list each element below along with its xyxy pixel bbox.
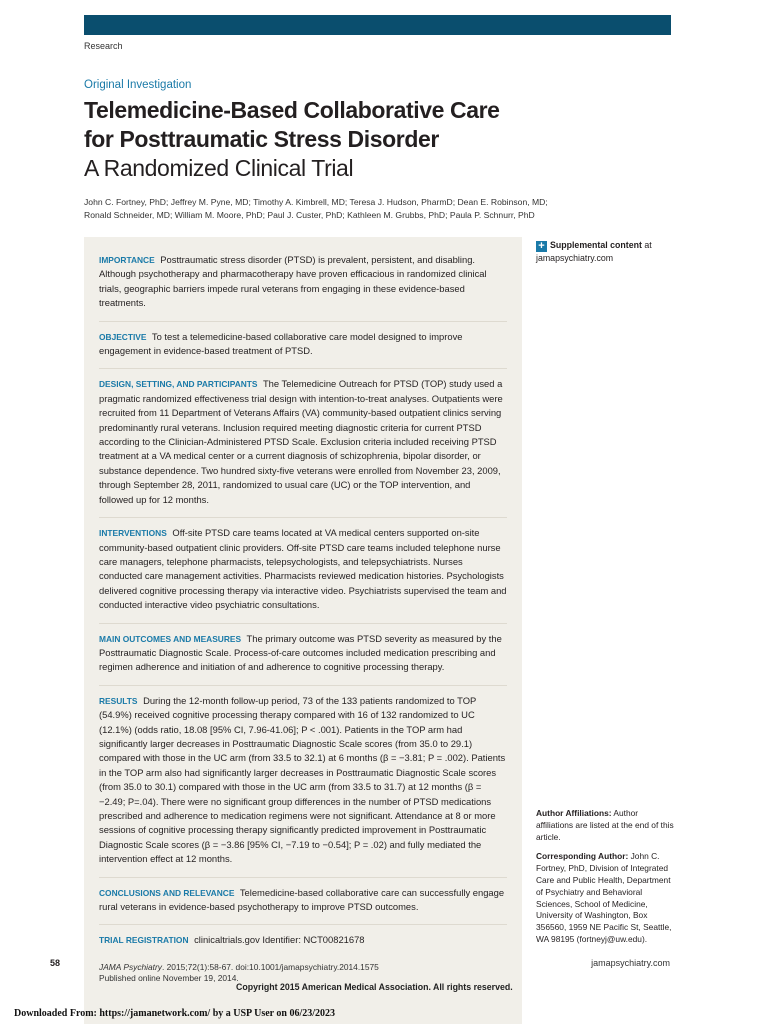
title-line-1: Telemedicine-Based Collaborative Care bbox=[84, 97, 500, 123]
abstract-objective bbox=[99, 330, 507, 370]
trial-text: clinicaltrials.gov Identifier: NCT00821678 bbox=[194, 934, 365, 946]
results-text: During the 12-month follow-up period, 73 of the 133 patients randomized to TOP (54.9%) received cognitive processing therapy compared with 16 of 132 randomized to UC (12.1%) (odds ratio, 18.08 [95% CI, 7.96-41.06]; P < .001). Patients in the TOP arm had significantly larger decreases in Posttraumatic Diagnostic Scale scores (from 35.0 to 29.1) compared with those in the UC arm (from 33.5 to 32.1) at 6 months (β = −3.81; P = .002). Patients in the TOP arm also had significantly larger decreases in Posttraumatic Diagnostic Scale scores (from 35.0 to 30.1) compared with those in the UC arm (from 33.5 to 31.7) at 12 months (β = −2.49; P=.04). There were no significant group differences in the number of PTSD medications prescribed and adherence to medication regimens were not significant. Attendance at 8 or more sessions of cognitive processing therapy significantly predicted improvement in Posttraumatic Diagnostic Scale scores (β = −3.86 [95% CI, −7.19 to −0.54]; P = .02) and fully mediated the intervention effect at 12 months. bbox=[99, 694, 506, 865]
design-heading: DESIGN, SETTING, AND PARTICIPANTS bbox=[99, 379, 258, 390]
objective-text: To test a telemedicine-based collaborative care model designed to improve engagement in evidence-based treatment of PTSD. bbox=[99, 330, 463, 357]
page-number: 58 bbox=[50, 958, 61, 968]
objective-heading: OBJECTIVE bbox=[99, 331, 147, 342]
interventions-text: Off-site PTSD care teams located at VA medical centers supported on-site community-based outpatient clinic providers. Off-site PTSD care teams included telephone nurse care managers, telephone pharmacists, telepsychologists, and telepsychiatrists. Nurses conducted care management activities. Pharmacists reviewed medication histories. Psychologists delivered cognitive processing therapy via interactive video. Psychiatrists supervised the team and conducted interactive video psychiatric consultations. bbox=[99, 527, 507, 611]
corresponding-text: John C. Fortney, PhD, Division of Integrated Care and Public Health, Department of Psychiatry and Behavioral Sciences, School of Medicine, University of Washington, Box 356560, 1959 NE Pacific St, Seattle, WA 98195 (fortneyj@uw.edu). bbox=[536, 851, 672, 944]
citation-journal: JAMA Psychiatry bbox=[99, 961, 162, 972]
abstract-outcomes bbox=[99, 632, 507, 686]
section-label: Research bbox=[84, 41, 123, 51]
side-notes bbox=[536, 808, 676, 954]
importance-text: Posttraumatic stress disorder (PTSD) is prevalent, persistent, and disabling. Although psychotherapy and pharmacotherapy have proven efficacious in randomized clinical trials, geographic barriers impede rural veterans from engaging in these evidence-based treatments. bbox=[99, 254, 487, 309]
affiliations-text: Author affiliations are listed at the end of this article. bbox=[536, 808, 674, 842]
supplemental-content-link[interactable] bbox=[536, 239, 676, 265]
footer-site: jamapsychiatry.com bbox=[591, 958, 670, 968]
article-title bbox=[84, 96, 500, 183]
conclusions-heading: CONCLUSIONS AND RELEVANCE bbox=[99, 887, 235, 898]
interventions-heading: INTERVENTIONS bbox=[99, 528, 167, 539]
results-heading: RESULTS bbox=[99, 695, 138, 706]
citation-details: . 2015;72(1):58-67. doi:10.1001/jamapsychiatry.2014.1575 bbox=[161, 961, 379, 972]
design-text: The Telemedicine Outreach for PTSD (TOP) study used a pragmatic randomized effectiveness trial design with intention-to-treat analyses. Outpatients were recruited from 11 Department of Veterans Affairs (VA) community-based outpatient clinics serving predominantly rural veterans. Inclusion required meeting diagnostic criteria for current PTSD according to the Clinician-Administered PTSD Scale. Exclusion criteria included receiving PTSD treatment at a VA medical center or a current diagnosis of schizophrenia, bipolar disorder, or substance dependence. Two hundred sixty-five veterans were enrolled from November 23, 2009, through September 28, 2011, randomized to usual care (UC) or the TOP intervention, and followed up for 12 months. bbox=[99, 378, 503, 505]
abstract-design bbox=[99, 377, 507, 518]
corresponding-author bbox=[536, 851, 676, 945]
published-online: Published online November 19, 2014. bbox=[99, 973, 239, 984]
plus-icon: + bbox=[536, 241, 547, 252]
author-list bbox=[84, 196, 684, 222]
abstract-conclusions bbox=[99, 886, 507, 926]
abstract-importance bbox=[99, 253, 507, 322]
trial-heading: TRIAL REGISTRATION bbox=[99, 935, 189, 946]
supplemental-label: Supplemental content bbox=[550, 240, 642, 250]
corresponding-label: Corresponding Author: bbox=[536, 851, 629, 862]
download-notice: Downloaded From: https://jamanetwork.com/ by a USP User on 06/23/2023 bbox=[14, 1008, 336, 1019]
conclusions-text: Telemedicine-based collaborative care can successfully engage rural veterans in evidence-based psychotherapy to improve PTSD outcomes. bbox=[99, 886, 505, 913]
affiliations-label: Author Affiliations: bbox=[536, 808, 612, 818]
authors-line-1: John C. Fortney, PhD; Jeffrey M. Pyne, MD; Timothy A. Kimbrell, MD; Teresa J. Hudson, PharmD; Dean E. Robinson, MD; bbox=[84, 197, 548, 207]
abstract-interventions bbox=[99, 526, 507, 623]
article-kicker: Original Investigation bbox=[84, 79, 192, 91]
header-bar bbox=[84, 15, 671, 35]
outcomes-heading: MAIN OUTCOMES AND MEASURES bbox=[99, 633, 242, 644]
outcomes-text: The primary outcome was PTSD severity as measured by the Posttraumatic Diagnostic Scale. Process-of-care outcomes included medication prescribing and regimen adherence and initiation of and adherence to cognitive processing therapy. bbox=[99, 632, 502, 673]
article-subtitle: A Randomized Clinical Trial bbox=[84, 155, 354, 181]
title-line-2: for Posttraumatic Stress Disorder bbox=[84, 126, 439, 152]
abstract-trial-registration bbox=[99, 933, 507, 957]
copyright-notice: Copyright 2015 American Medical Association. All rights reserved. bbox=[236, 982, 513, 992]
abstract-panel bbox=[84, 237, 522, 1024]
abstract-results bbox=[99, 694, 507, 878]
importance-heading: IMPORTANCE bbox=[99, 255, 155, 265]
author-affiliations bbox=[536, 808, 676, 843]
supplemental-site: at jamapsychiatry.com bbox=[536, 240, 652, 263]
authors-line-2: Ronald Schneider, MD; William M. Moore, PhD; Paul J. Custer, PhD; Kathleen M. Grubbs, PhD; Paula P. Schnurr, PhD bbox=[84, 210, 535, 220]
